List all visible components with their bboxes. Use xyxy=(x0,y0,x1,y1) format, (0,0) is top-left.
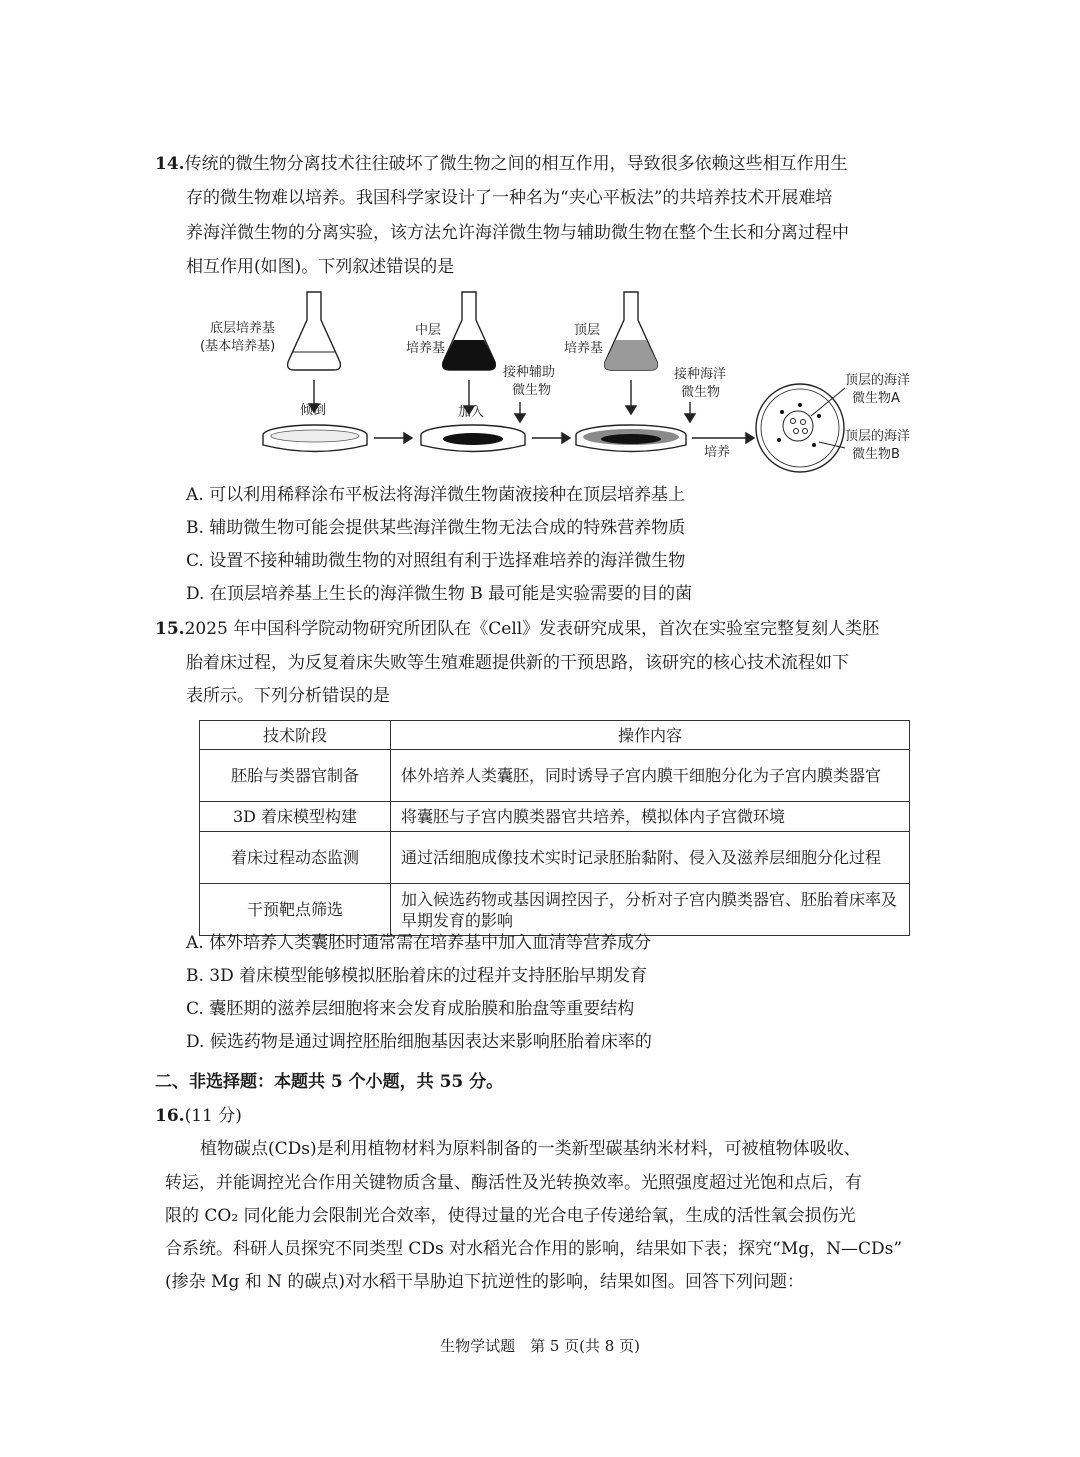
q16-number: 16. xyxy=(155,1106,185,1126)
technology-table xyxy=(199,720,910,936)
q15-option-d: D. 候选药物是通过调控胚胎细胞基因表达来影响胚胎着床率的 xyxy=(186,1032,652,1052)
content-cell: 加入候选药物或基因调控因子，分析对子宫内膜类器官、胚胎着床率及早期发育的影响 xyxy=(391,884,910,936)
table-row xyxy=(200,802,910,832)
flask-middle-medium-icon xyxy=(443,292,496,370)
sandwich-plate-figure xyxy=(190,290,930,480)
label-bottom-medium-2: (基本培养基) xyxy=(200,339,276,354)
table-row xyxy=(200,750,910,802)
content-cell: 将囊胚与子宫内膜类器官共培养，模拟体内子宫微环境 xyxy=(391,802,910,832)
label-bottom-medium-1: 底层培养基 xyxy=(210,321,276,336)
q14-line-1: 14.传统的微生物分离技术往往破坏了微生物之间的相互作用，导致很多依赖这些相互作用生 xyxy=(155,154,848,174)
table-row xyxy=(200,884,910,936)
label-inoculate-helper-2: 微生物 xyxy=(512,383,552,398)
q14-option-c: C. 设置不接种辅助微生物的对照组有利于选择难培养的海洋微生物 xyxy=(186,551,686,571)
q14-option-a: A. 可以利用稀释涂布平板法将海洋微生物菌液接种在顶层培养基上 xyxy=(186,485,686,505)
petri-dish-3-icon xyxy=(576,425,686,452)
label-marine-a-1: 顶层的海洋 xyxy=(845,373,911,388)
q15-line-1: 15.2025 年中国科学院动物研究所团队在《Cell》发表研究成果，首次在实验室完整复刻人类胚 xyxy=(155,619,880,639)
q16-line-3: 限的 CO₂ 同化能力会限制光合效率，使得过量的光合电子传递给氧，生成的活性氧会损伤光 xyxy=(165,1206,856,1226)
q15-line-2: 胎着床过程，为反复着床失败等生殖难题提供新的干预思路，该研究的核心技术流程如下 xyxy=(186,653,849,673)
q16-line-2: 转运，并能调控光合作用关键物质含量、酶活性及光转换效率。光照强度超过光饱和点后，有 xyxy=(165,1173,862,1193)
label-inoculate-marine-1: 接种海洋 xyxy=(674,367,727,382)
flask-bottom-medium-icon xyxy=(288,292,341,370)
q16-score: (11 分) xyxy=(184,1106,242,1126)
q14-line-2: 存的微生物难以培养。我国科学家设计了一种名为“夹心平板法”的共培养技术开展难培 xyxy=(186,188,833,208)
stage-cell: 干预靶点筛选 xyxy=(200,884,391,936)
section-heading: 二、非选择题：本题共 5 个小题，共 55 分。 xyxy=(155,1072,504,1092)
label-inoculate-marine-2: 微生物 xyxy=(681,385,721,400)
q16-heading xyxy=(155,1104,242,1128)
label-inoculate-helper-1: 接种辅助 xyxy=(503,365,556,380)
label-culture: 培养 xyxy=(704,445,731,460)
stage-cell: 胚胎与类器官制备 xyxy=(200,750,391,802)
q16-line-5: (掺杂 Mg 和 N 的碳点)对水稻干旱胁迫下抗逆性的影响，结果如图。回答下列问题： xyxy=(165,1272,805,1292)
q16-line-4: 合系统。科研人员探究不同类型 CDs 对水稻光合作用的影响，结果如下表；探究“Mg，N—CDs” xyxy=(165,1239,903,1259)
q15-line-3: 表所示。下列分析错误的是 xyxy=(186,686,390,706)
q14-option-b: B. 辅助微生物可能会提供某些海洋微生物无法合成的特殊营养物质 xyxy=(186,518,686,538)
label-marine-b-1: 顶层的海洋 xyxy=(845,429,911,444)
header-stage: 技术阶段 xyxy=(200,721,391,750)
label-top-medium-2: 培养基 xyxy=(564,341,604,356)
table-row xyxy=(200,832,910,884)
table-header-row xyxy=(200,721,910,750)
label-middle-medium-1: 中层 xyxy=(415,323,442,338)
q15-option-b: B. 3D 着床模型能够模拟胚胎着床的过程并支持胚胎早期发育 xyxy=(186,966,648,986)
stage-cell: 着床过程动态监测 xyxy=(200,832,391,884)
q14-number: 14. xyxy=(155,154,185,174)
label-middle-medium-2: 培养基 xyxy=(406,341,446,356)
q15-number: 15. xyxy=(155,619,185,639)
label-marine-b-2: 微生物B xyxy=(852,447,900,462)
q14-line-4: 相互作用(如图)。下列叙述错误的是 xyxy=(186,257,455,277)
content-cell: 通过活细胞成像技术实时记录胚胎黏附、侵入及滋养层细胞分化过程 xyxy=(391,832,910,884)
q16-line-1: 植物碳点(CDs)是利用植物材料为原料制备的一类新型碳基纳米材料，可被植物体吸收、 xyxy=(200,1139,861,1159)
page-footer: 生物学试题 第 5 页(共 8 页) xyxy=(440,1337,640,1355)
q15-option-a: A. 体外培养人类囊胚时通常需在培养基中加入血清等营养成分 xyxy=(186,933,652,953)
label-pour: 倾倒 xyxy=(300,403,327,418)
content-cell: 体外培养人类囊胚，同时诱导子宫内膜干细胞分化为子宫内膜类器官 xyxy=(391,750,910,802)
flask-top-medium-icon xyxy=(605,292,658,370)
label-add: 加入 xyxy=(458,405,485,420)
header-content: 操作内容 xyxy=(391,721,910,750)
label-top-medium-1: 顶层 xyxy=(574,323,601,338)
petri-dish-1-icon xyxy=(263,425,367,452)
stage-cell: 3D 着床模型构建 xyxy=(200,802,391,832)
q14-option-d: D. 在顶层培养基上生长的海洋微生物 B 最可能是实验需要的目的菌 xyxy=(186,584,693,604)
petri-dish-2-icon xyxy=(421,425,525,452)
label-marine-a-2: 微生物A xyxy=(852,391,900,406)
q15-option-c: C. 囊胚期的滋养层细胞将来会发育成胎膜和胎盘等重要结构 xyxy=(186,999,635,1019)
petri-dish-top-view-icon xyxy=(756,384,845,472)
down-arrows xyxy=(309,380,695,422)
q14-line-3: 养海洋微生物的分离实验，该方法允许海洋微生物与辅助微生物在整个生长和分离过程中 xyxy=(186,223,849,243)
